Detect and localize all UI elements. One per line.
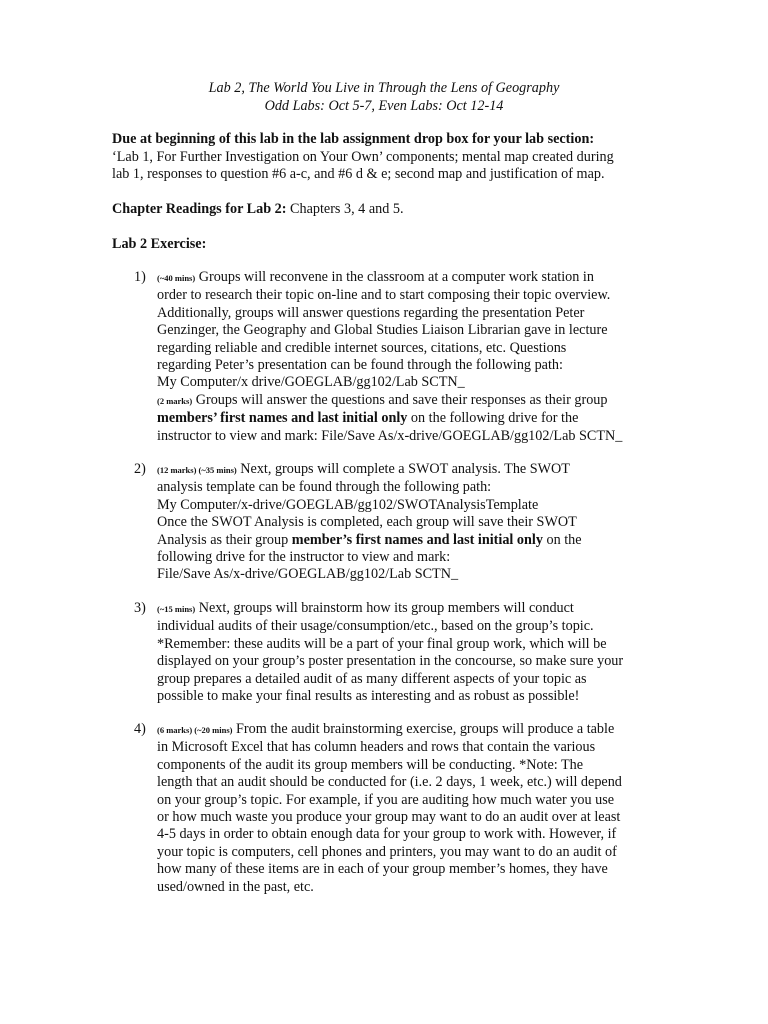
item-line: how many of these items are in each of your group member’s homes, they have — [157, 861, 608, 878]
due-line: ‘Lab 1, For Further Investigation on Your Own’ components; mental map created during — [112, 149, 614, 165]
file-path: instructor to view and mark: File/Save As/x-drive/GOEGLAB/gg102/Lab SCTN_ — [157, 427, 623, 444]
item-line: your topic is computers, cell phones and printers, you may want to do an audit of — [157, 843, 617, 860]
title-line-1: Lab 2, The World You Live in Through the Lens of Geography — [208, 80, 560, 96]
due-line: lab 1, responses to question #6 a-c, and #6 d & e; second map and justification of map. — [112, 166, 605, 183]
bold-emphasis: member’s first names and last initial only — [291, 531, 543, 548]
item-line: in Microsoft Excel that has column headers and rows that contain the various — [157, 739, 596, 756]
file-path: File/Save As/x-drive/GOEGLAB/gg102/Lab SCTN_ — [157, 566, 459, 583]
time-tag: (~15 mins) — [157, 604, 196, 614]
item-body — [157, 269, 667, 445]
chapter-readings — [112, 201, 672, 218]
item-line: order to research their topic on-line and to start composing their topic overview. — [157, 287, 611, 304]
item-line: components of the audit its group members will be conducting. *Note: The — [157, 756, 584, 773]
item-body — [157, 600, 667, 705]
item-line: 4-5 days in order to obtain enough data for your group to work with. However, if — [157, 826, 617, 843]
item-line: group prepares a detailed audit of as many different aspects of your topic as — [157, 670, 587, 687]
marks-tag: (6 marks) (~20 mins) — [157, 725, 233, 735]
file-path: My Computer/x drive/GOEGLAB/gg102/Lab SCTN_ — [157, 374, 465, 391]
item-line: possible to make your final results as interesting and as robust as possible! — [157, 688, 580, 705]
bold-emphasis: members’ first names and last initial only — [157, 410, 408, 427]
item-line: members’ first names and last initial only on the following drive for the — [157, 410, 579, 427]
item-number: 2) — [134, 461, 146, 477]
readings-text: Chapters 3, 4 and 5. — [286, 201, 404, 217]
item-line: length that an audit should be conducted for (i.e. 2 days, 1 week, etc.) will depend — [157, 774, 622, 791]
item-line: individual audits of their usage/consumption/etc., based on the group’s topic. — [157, 618, 594, 635]
item-line: (6 marks) (~20 mins) From the audit brainstorming exercise, groups will produce a table — [157, 721, 615, 737]
marks-tag: (2 marks) — [157, 395, 193, 406]
item-line: analysis template can be found through the following path: — [157, 479, 492, 496]
item-number: 4) — [134, 721, 146, 737]
document-title — [0, 79, 768, 115]
readings-label: Chapter Readings for Lab 2: — [112, 201, 287, 217]
item-line: used/owned in the past, etc. — [157, 878, 314, 895]
item-body — [157, 461, 667, 584]
item-line: Once the SWOT Analysis is completed, each group will save their SWOT — [157, 514, 577, 531]
item-line: regarding Peter’s presentation can be found through the following path: — [157, 357, 563, 374]
item-line: Genzinger, the Geography and Global Studies Liaison Librarian gave in lecture — [157, 322, 608, 339]
file-path: My Computer/x-drive/GOEGLAB/gg102/SWOTAnalysisTemplate — [157, 496, 539, 513]
item-line: (2 marks) Groups will answer the questions and save their responses as their group — [157, 391, 608, 408]
marks-tag: (12 marks) (~35 mins) — [157, 465, 237, 475]
item-line: (~40 mins) Groups will reconvene in the classroom at a computer work station in — [157, 269, 594, 285]
item-line: or how much waste you produce your group may want to do an audit over at least — [157, 809, 621, 826]
exercise-heading: Lab 2 Exercise: — [112, 236, 207, 252]
item-number: 1) — [134, 269, 146, 285]
due-text — [112, 149, 672, 184]
item-line: (~15 mins) Next, groups will brainstorm how its group members will conduct — [157, 600, 574, 616]
time-tag: (~40 mins) — [157, 273, 196, 283]
item-number: 3) — [134, 600, 146, 616]
due-heading: Due at beginning of this lab in the lab assignment drop box for your lab section: — [112, 131, 595, 147]
item-line: *Remember: these audits will be a part of your final group work, which will be — [157, 635, 607, 652]
item-line: displayed on your group’s poster presentation in the concourse, so make sure your — [157, 653, 624, 670]
item-line: Analysis as their group member’s first names and last initial only on the — [157, 531, 582, 548]
title-line-2: Odd Labs: Oct 5-7, Even Labs: Oct 12-14 — [264, 98, 504, 114]
item-line: following drive for the instructor to view and mark: — [157, 549, 451, 566]
item-line: (12 marks) (~35 mins) Next, groups will complete a SWOT analysis. The SWOT — [157, 461, 570, 477]
item-body — [157, 721, 667, 896]
item-line: Additionally, groups will answer questions regarding the presentation Peter — [157, 304, 585, 321]
item-line: regarding reliable and credible internet sources, citations, etc. Questions — [157, 339, 567, 356]
item-line: on your group’s topic. For example, if you are auditing how much water you use — [157, 791, 615, 808]
